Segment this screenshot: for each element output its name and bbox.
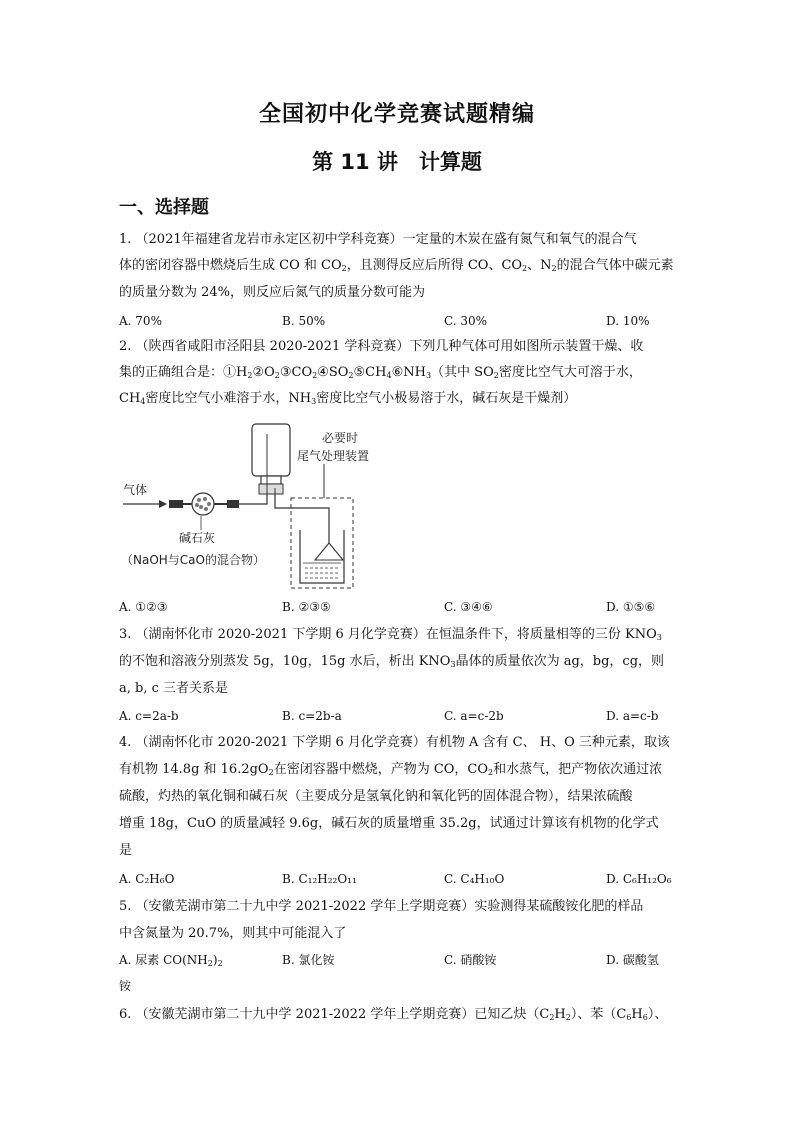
q3-line1: 3. （湖南怀化市 2020-2021 下学期 6 月化学竞赛）在恒温条件下，将质量相等的三份 $KNO_3$ [119, 627, 662, 642]
q3-option-b: B. c=2b-a [282, 709, 342, 723]
mixture-label: （NaOH与CaO的混合物） [121, 553, 265, 567]
q2-line3: $CH_4$密度比空气小难溶于水，$NH_3$密度比空气小极易溶于水，碱石灰是干燥剂） [119, 391, 577, 406]
drying-tube [169, 493, 239, 515]
q3-option-c: C. a=c-2b [444, 709, 504, 723]
q3-option-a: A. c=2a-b [119, 709, 179, 723]
q5-option-a: A. 尿素 $CO(NH_2)_2$ [119, 953, 223, 968]
q4-line2: 有机物 14.8g 和 $16.2gO_2$在密闭容器中燃烧，产物为 CO，$CO_2$和水蒸气，把产物依次通过浓 [119, 762, 663, 777]
q3-option-d: D. a=c-b [606, 709, 659, 723]
q5-option-d: D. 碳酸氢 [606, 953, 659, 967]
q2-option-d: D. ①⑤⑥ [606, 600, 656, 614]
beaker [300, 530, 344, 583]
collection-bottle [252, 424, 290, 494]
q2-line1: 2. （陕西省咸阳市泾阳县 2020-2021 学科竞赛）下列几种气体可用如图所示装置干燥、收 [119, 339, 644, 354]
q4-line5: 是 [119, 843, 133, 858]
section-heading: 一、选择题 [119, 197, 209, 218]
q1-option-a: A. 70% [119, 314, 162, 328]
q4-option-d: D. C₆H₁₂O₆ [606, 872, 672, 886]
q1-option-c: C. 30% [444, 314, 488, 328]
q1-option-b: B. 50% [282, 314, 326, 328]
arrow-head [159, 500, 167, 508]
q2-line2: 集的正确组合是：$①H_2②O_2③CO_2④SO_2⑤CH_4⑥NH_3$（其中 $SO_2$密度比空气大可溶于水， [119, 365, 642, 380]
q4-line4: 增重 18g，CuO 的质量减轻 9.6g，碱石灰的质量增重 35.2g，试通过计算该有机物的化学式 [119, 816, 659, 831]
q2-option-b: B. ②③⑤ [282, 600, 331, 614]
lime-label: 碱石灰 [179, 531, 216, 545]
q3-line2: 的不饱和溶液分别蒸发 5g，10g，15g 水后，析出 $KNO_3$晶体的质量依次为 ag，bg，cg，则 [119, 654, 665, 669]
outlet-tube [275, 494, 329, 543]
q5-line2: 中含氮量为 20.7%，则其中可能混入了 [119, 926, 347, 941]
page-title: 全国初中化学竞赛试题精编 [258, 102, 535, 127]
q5-option-b: B. 氯化铵 [282, 953, 335, 967]
page-subtitle: 第 11 讲 计算题 [312, 150, 482, 174]
q3-line3: a, b, c 三者关系是 [119, 681, 229, 696]
tail-label-2: 尾气处理装置 [297, 449, 370, 463]
apparatus-diagram [119, 418, 419, 598]
q5-line1: 5. （安徽芜湖市第二十九中学 2021-2022 学年上学期竞赛）实验测得某硫酸铵化肥的样品 [119, 899, 644, 914]
q4-line3: 硫酸，灼热的氧化铜和碱石灰（主要成分是氢氧化钠和氧化钙的固体混合物），结果浓硫酸 [119, 789, 633, 804]
q5-option-d-continued: 铵 [119, 979, 132, 993]
q4-option-a: A. C₂H₆O [119, 872, 175, 886]
q4-line1: 4. （湖南怀化市 2020-2021 下学期 6 月化学竞赛）有机物 A 含有 C、 H、O 三种元素，取该 [119, 735, 670, 750]
q1-line3: 的质量分数为 24%，则反应后氮气的质量分数可能为 [119, 285, 426, 300]
q2-option-c: C. ③④⑥ [444, 600, 493, 614]
q4-option-b: B. C₁₂H₂₂O₁₁ [282, 872, 357, 886]
q6-line1: 6. （安徽芜湖市第二十九中学 2021-2022 学年上学期竞赛）已知乙炔$(C_2H_2)$、苯$(C_6H_6)$、 [119, 1007, 668, 1022]
inlet-tube [239, 494, 267, 504]
q1-line2: 体的密闭容器中燃烧后生成 CO 和 $CO_2$，且测得反应后所得 CO、$CO_2$、$N_2$的混合气体中碳元素 [119, 258, 674, 273]
tail-label-1: 必要时 [322, 431, 359, 445]
q5-option-c: C. 硝酸铵 [444, 953, 497, 967]
gas-label: 气体 [123, 483, 148, 497]
q1-line1: 1. （2021年福建省龙岩市永定区初中学科竞赛）一定量的木炭在盛有氮气和氧气的混合气 [119, 232, 637, 247]
q1-option-d: D. 10% [606, 314, 650, 328]
q4-option-c: C. C₄H₁₀O [444, 872, 505, 886]
q2-option-a: A. ①②③ [119, 600, 168, 614]
